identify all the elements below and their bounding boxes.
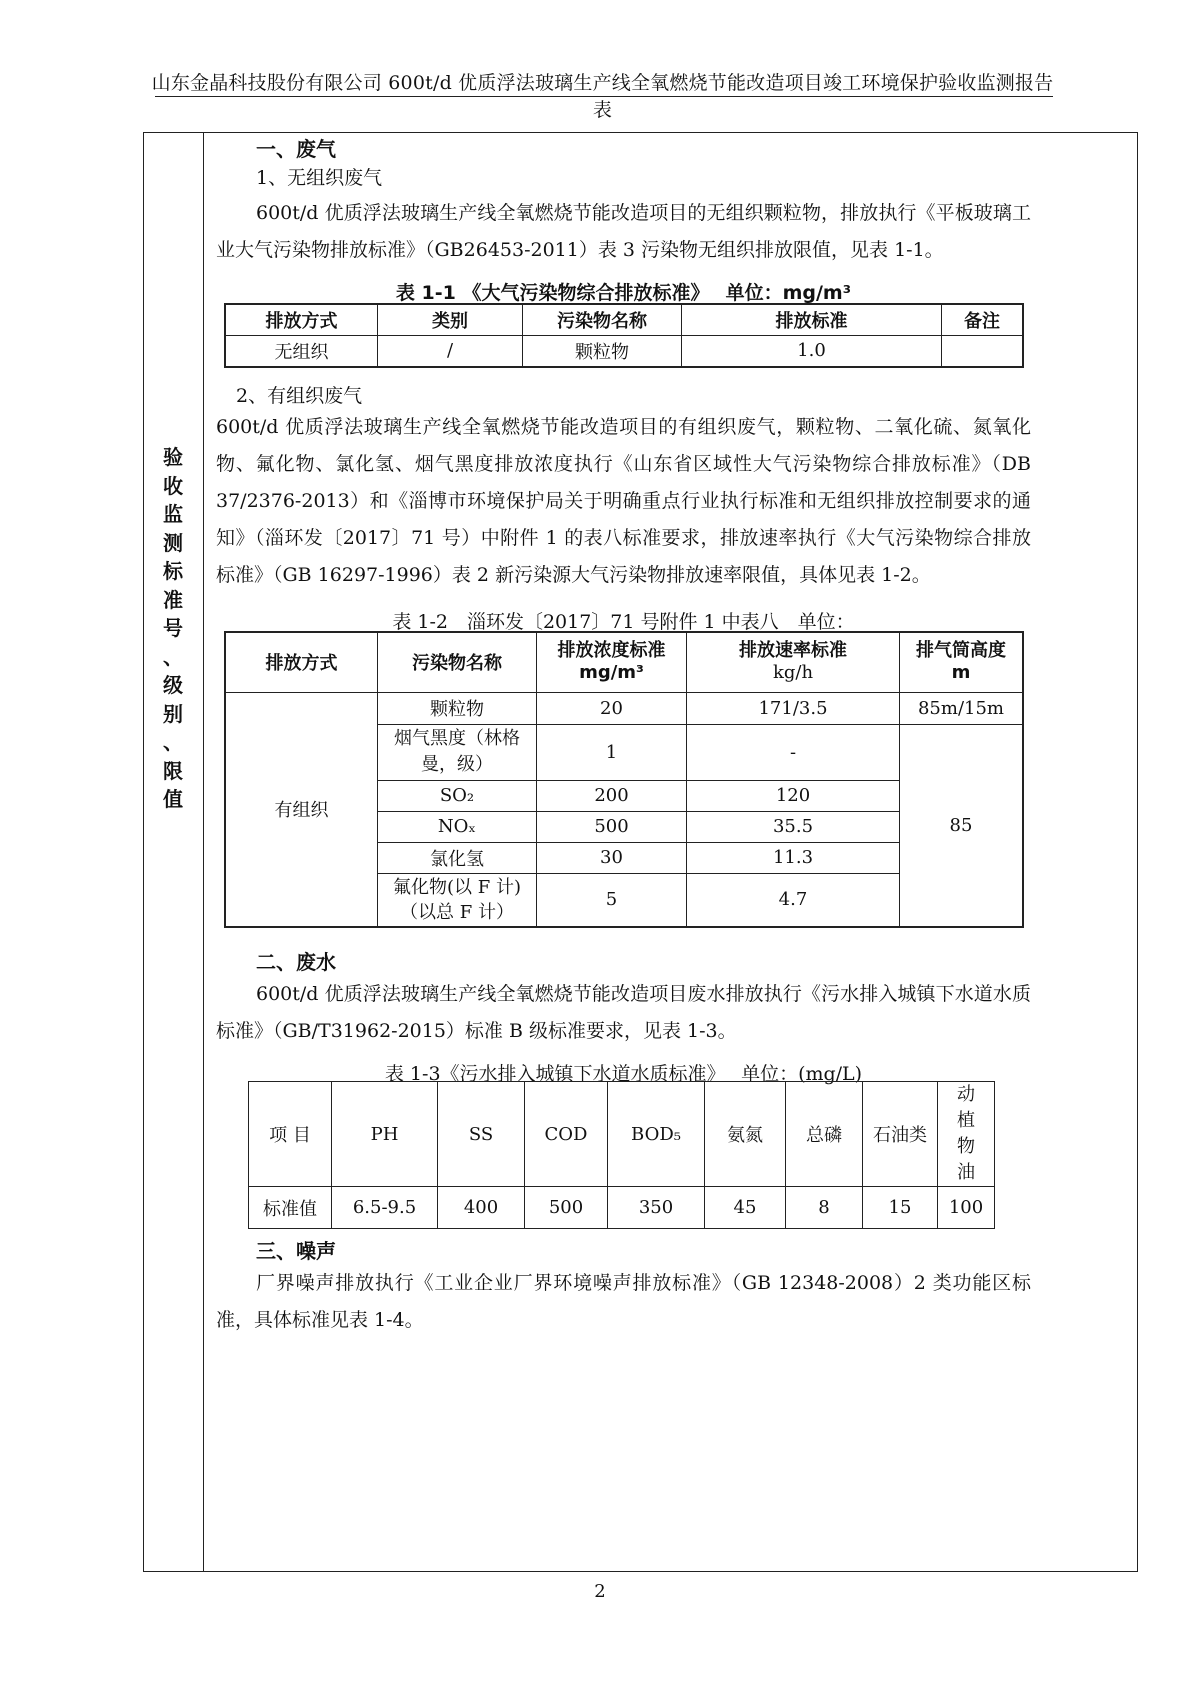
table1-cell: 无组织 — [225, 335, 378, 367]
side-char: 监 — [163, 502, 183, 526]
table2-header-unit: mg/m³ — [579, 662, 644, 684]
paragraph-fugitive: 600t/d 优质浮法玻璃生产线全氧燃烧节能改造项目的无组织颗粒物，排放执行《平板玻璃工业大气污染物排放标准》（GB26453-2011）表 3 污染物无组织排放限值，见表 1-1。 — [216, 202, 1031, 261]
side-char: 限 — [163, 758, 183, 783]
table1-cell — [942, 335, 1024, 367]
side-label — [144, 443, 202, 814]
table2-cell: 30 — [537, 842, 687, 873]
table2-method-cell: 有组织 — [225, 692, 378, 927]
table2-header: 排放方式 — [225, 632, 378, 692]
table1-header: 备注 — [942, 304, 1024, 335]
table1-cell: 颗粒物 — [523, 335, 682, 367]
table3-header: 项 目 — [249, 1082, 332, 1187]
table-1-1 — [224, 303, 1024, 368]
table3-header: 动植物油 — [938, 1082, 995, 1187]
table-row — [225, 692, 1023, 724]
subheading-organized: 2、有组织废气 — [236, 385, 363, 407]
table2-cell: 5 — [537, 873, 687, 927]
table2-header-unit: kg/h — [772, 662, 814, 684]
table1-header: 类别 — [378, 304, 523, 335]
table3-caption: 表 1-3《污水排入城镇下水道水质标准》 单位：(mg/L) — [384, 1063, 863, 1085]
side-char: 、 — [163, 644, 183, 669]
table2-cell: 171/3.5 — [687, 692, 900, 724]
table1-header: 排放标准 — [682, 304, 942, 335]
table2-cell-line: （以总 F 计） — [400, 901, 514, 923]
section-heading-noise: 三、噪声 — [256, 1239, 336, 1263]
side-char: 标 — [163, 559, 183, 583]
table3-header: 总磷 — [786, 1082, 863, 1187]
table2-cell-line: 氟化物(以 F 计) — [393, 876, 521, 898]
subheading-fugitive: 1、无组织废气 — [256, 167, 383, 189]
table3-cell: 45 — [705, 1187, 786, 1229]
table2-caption: 表 1-2 淄环发〔2017〕71 号附件 1 中表八 单位： — [392, 611, 855, 633]
table2-merged-height: 85 — [900, 724, 1024, 927]
table2-cell-fluoride — [378, 873, 537, 927]
table2-header-rate — [687, 632, 900, 692]
paragraph-waste-water: 600t/d 优质浮法玻璃生产线全氧燃烧节能改造项目废水排放执行《污水排入城镇下水道水质标准》（GB/T31962-2015）标准 B 级标准要求，见表 1-3。 — [216, 983, 1031, 1042]
table-row — [225, 335, 1023, 367]
table2-header: 污染物名称 — [378, 632, 537, 692]
table3-cell: 8 — [786, 1187, 863, 1229]
section-heading-waste-water: 二、废水 — [256, 950, 336, 974]
table-1-2 — [224, 631, 1024, 928]
table2-cell: 1 — [537, 724, 687, 780]
document-header: 山东金晶科技股份有限公司 600t/d 优质浮法玻璃生产线全氧燃烧节能改造项目竣工环境保护验收监测报告表 — [151, 72, 1054, 121]
table3-cell: 100 — [938, 1187, 995, 1229]
page-number: 2 — [594, 1581, 606, 1602]
table1-cell: / — [378, 335, 523, 367]
side-column — [144, 133, 204, 1571]
side-char: 收 — [163, 473, 183, 498]
table-1-3 — [248, 1081, 995, 1229]
content-area — [204, 133, 1137, 1571]
section-heading-waste-gas: 一、废气 — [256, 137, 336, 161]
table3-header: PH — [332, 1082, 438, 1187]
table2-cell: 85m/15m — [900, 692, 1024, 724]
side-char: 级 — [163, 673, 183, 697]
side-char: 验 — [163, 445, 183, 469]
table2-header-concentration — [537, 632, 687, 692]
table3-cell: 6.5-9.5 — [332, 1187, 438, 1229]
table2-cell: 4.7 — [687, 873, 900, 927]
table1-cell: 1.0 — [682, 335, 942, 367]
table2-header-line: 排放浓度标准 — [557, 640, 666, 662]
report-frame — [143, 132, 1138, 1572]
table2-cell: NOₓ — [378, 811, 537, 842]
table3-header: 氨氮 — [705, 1082, 786, 1187]
side-char: 值 — [163, 787, 183, 811]
table2-cell: 200 — [537, 780, 687, 811]
table-row — [249, 1187, 995, 1229]
table2-header-unit: m — [951, 662, 971, 684]
table2-cell: 氯化氢 — [378, 842, 537, 873]
table2-cell: 11.3 — [687, 842, 900, 873]
side-char: 、 — [163, 730, 183, 754]
header-rule — [155, 96, 1053, 97]
paragraph-organized: 600t/d 优质浮法玻璃生产线全氧燃烧节能改造项目的有组织废气，颗粒物、二氧化硫、氮氧化物、氟化物、氯化氢、烟气黑度排放浓度执行《山东省区域性大气污染物综合排放标准》（DB 37/2376-2013）和《淄博市环境保护局关于明确重点行业执行标准和无组织排放控制要求的通知》（淄环发〔2017〕71 号）中附件 1 的表八标准要求，排放速率执行《大气污染物综合排放标准》（GB 16297-1996）表 2 新污染源大气污染物排放速率限值，具体见表 1-2。 — [216, 416, 1031, 586]
table2-cell: 500 — [537, 811, 687, 842]
table2-header-line: 排放速率标准 — [739, 640, 847, 662]
table3-header: SS — [438, 1082, 525, 1187]
table3-cell: 400 — [438, 1187, 525, 1229]
table2-header-line: 排气筒高度 — [916, 640, 1006, 662]
table2-cell: 颗粒物 — [378, 692, 537, 724]
table1-caption: 表 1-1 《大气污染物综合排放标准》 单位：mg/m³ — [395, 282, 852, 304]
table1-header: 排放方式 — [225, 304, 378, 335]
table2-cell: SO₂ — [378, 780, 537, 811]
table3-header: BOD₅ — [608, 1082, 705, 1187]
side-char: 准 — [163, 587, 183, 612]
table3-cell: 标准值 — [249, 1187, 332, 1229]
table2-cell: 20 — [537, 692, 687, 724]
table3-cell: 500 — [525, 1187, 608, 1229]
table3-header: COD — [525, 1082, 608, 1187]
side-char: 别 — [163, 701, 183, 726]
table3-cell: 350 — [608, 1187, 705, 1229]
table2-header-height — [900, 632, 1024, 692]
table3-header: 石油类 — [863, 1082, 938, 1187]
table3-cell: 15 — [863, 1187, 938, 1229]
table1-header: 污染物名称 — [523, 304, 682, 335]
table2-cell: - — [687, 724, 900, 780]
table2-cell: 烟气黑度（林格曼，级） — [378, 724, 537, 780]
paragraph-noise: 厂界噪声排放执行《工业企业厂界环境噪声排放标准》（GB 12348-2008）2 类功能区标准，具体标准见表 1-4。 — [216, 1272, 1031, 1331]
side-char: 号 — [163, 616, 183, 640]
table2-cell: 120 — [687, 780, 900, 811]
side-char: 测 — [163, 530, 183, 555]
table2-cell: 35.5 — [687, 811, 900, 842]
